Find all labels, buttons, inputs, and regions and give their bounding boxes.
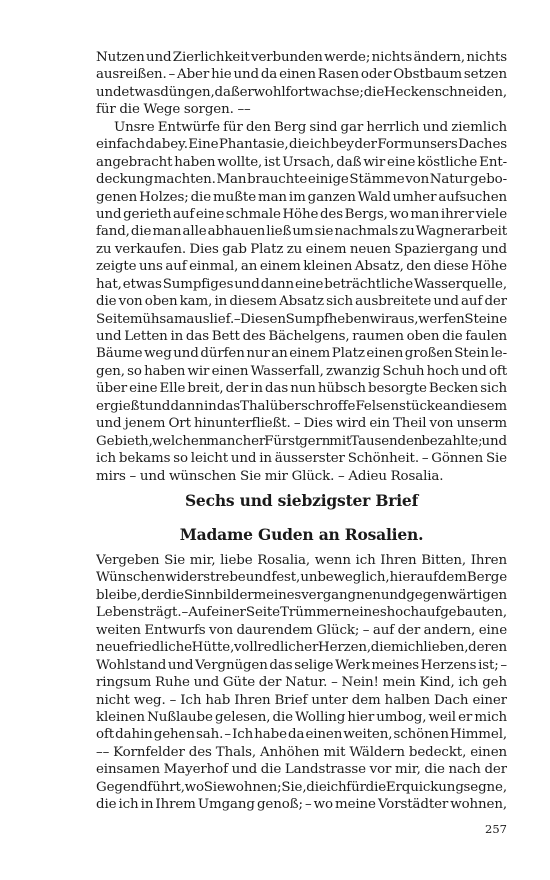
text-line: zu verkaufen. Dies gab Platz zu einem neuen Spaziergang und [96, 241, 507, 257]
letter-address-heading: Madame Guden an Rosalien. [179, 525, 424, 544]
text-line: mirs – und wünschen Sie mir Glück. – Adieu Rosalia. [96, 468, 444, 484]
text-line: hat, etwas Sumpfiges und dann eine beträchtliche Wasserquelle, [96, 276, 507, 292]
page-number: 257 [485, 822, 507, 836]
text-line: ich bekams so leicht und in äusserster Schönheit. – Gönnen Sie [96, 451, 507, 467]
text-line: fand, die man alle abhauen ließ um sie nachmals zu Wagnerarbeit [96, 224, 507, 240]
letter-number-heading: Sechs und siebzigster Brief [184, 491, 419, 510]
text-line: Bäume weg und dürfen nur an einem Platz einen großen Stein le- [96, 346, 507, 362]
text-line: die von oben kam, in diesem Absatz sich ausbreitete und auf der [96, 294, 507, 310]
text-line: Wohlstand und Vergnügen das selige Werk meines Herzens ist; – [96, 657, 507, 673]
text-line: –– Kornfelder des Thals, Anhöhen mit Wäldern bedeckt, einen [96, 744, 507, 760]
text-line: oft dahin gehen sah. – Ich habe da einen weiten, schönen Himmel, [96, 727, 507, 743]
text-line: Gebieth, welchen mancher Fürst gern mit Tausenden bezahlte; und [96, 433, 507, 449]
text-line: Gegend führt, wo Sie wohnen; Sie, die ich für die Erquickung segne, [96, 779, 507, 795]
text-line: bleibe, der die Sinnbilder meines vergangnen und gegenwärtigen [96, 587, 507, 603]
body-text-upper [96, 49, 507, 485]
text-line: Vergeben Sie mir, liebe Rosalia, wenn ich Ihren Bitten, Ihren [96, 553, 507, 568]
text-line: Lebens trägt. – Auf einer Seite Trümmern eines hochaufgebauten, [96, 605, 507, 621]
text-line: gen, so haben wir einen Wasserfall, zwanzig Schuh hoch und oft [96, 363, 507, 379]
text-line: die ich in Ihrem Umgang genoß; – wo meine Vorstädter wohnen, [96, 797, 507, 813]
text-line: über eine Elle breit, der in das nun hübsch besorgte Becken sich [96, 381, 507, 397]
text-line: ringsum Ruhe und Güte der Natur. – Nein! mein Kind, ich geh [96, 675, 507, 691]
text-line: einfach dabey. Eine Phantasie, die ich bey der Form unsers Daches [96, 137, 507, 153]
text-line: für die Wege sorgen. –– [96, 102, 251, 118]
text-line: nicht weg. – Ich hab Ihren Brief unter dem halben Dach einer [96, 692, 507, 708]
text-line: angebracht haben wollte, ist Ursach, daß wir eine köstliche Ent- [96, 154, 507, 170]
text-line: kleinen Nußlaube gelesen, die Wolling hier umbog, weil er mich [96, 709, 507, 725]
text-line: zeigte uns auf einmal, an einem kleinen Absatz, den diese Höhe [96, 259, 507, 275]
text-line: Unsre Entwürfe für den Berg sind gar herrlich und ziemlich [114, 119, 507, 135]
text-line: ausreißen. – Aber hie und da einen Rasen oder Obstbaum setzen [96, 67, 507, 83]
text-line: einsamen Mayerhof und die Landstrasse vor mir, die nach der [96, 762, 507, 778]
text-line: Wünschen widerstrebe und fest, unbeweglich, hier auf dem Berge [96, 570, 507, 586]
text-line: und gerieth auf eine schmale Höhe des Bergs, wo man ihrer viele [96, 206, 507, 222]
text-line: Seite mühsam auslief. – Diesen Sumpf heben wir aus, werfen Steine [96, 311, 507, 327]
text-line: und jenem Ort hinunterfließt. – Dies wird ein Theil von unserm [96, 416, 507, 432]
text-line: deckung machten. Man brauchte einige Stämme von Natur gebo- [96, 172, 507, 188]
text-line: Nutzen und Zierlichkeit verbunden werde; nichts ändern, nichts [96, 50, 507, 65]
text-line: neue friedliche Hütte, voll redlicher Herzen, die mich lieben, deren [96, 640, 507, 656]
text-line: weiten Entwurfs von daurendem Glück; – auf der andern, eine [96, 622, 507, 638]
text-line: und Letten in das Bett des Bächelgens, raumen oben die faulen [96, 329, 507, 344]
text-line: genen Holzes; die mußte man im ganzen Wald umher aufsuchen [96, 189, 507, 205]
body-text-lower [96, 552, 507, 814]
text-line: ergießt und dann in das Thal über schroffe Felsenstücke an diesem [96, 398, 507, 414]
text-line: und etwas düngen, daß er wohl fortwachse; die Hecken schneiden, [96, 84, 507, 100]
